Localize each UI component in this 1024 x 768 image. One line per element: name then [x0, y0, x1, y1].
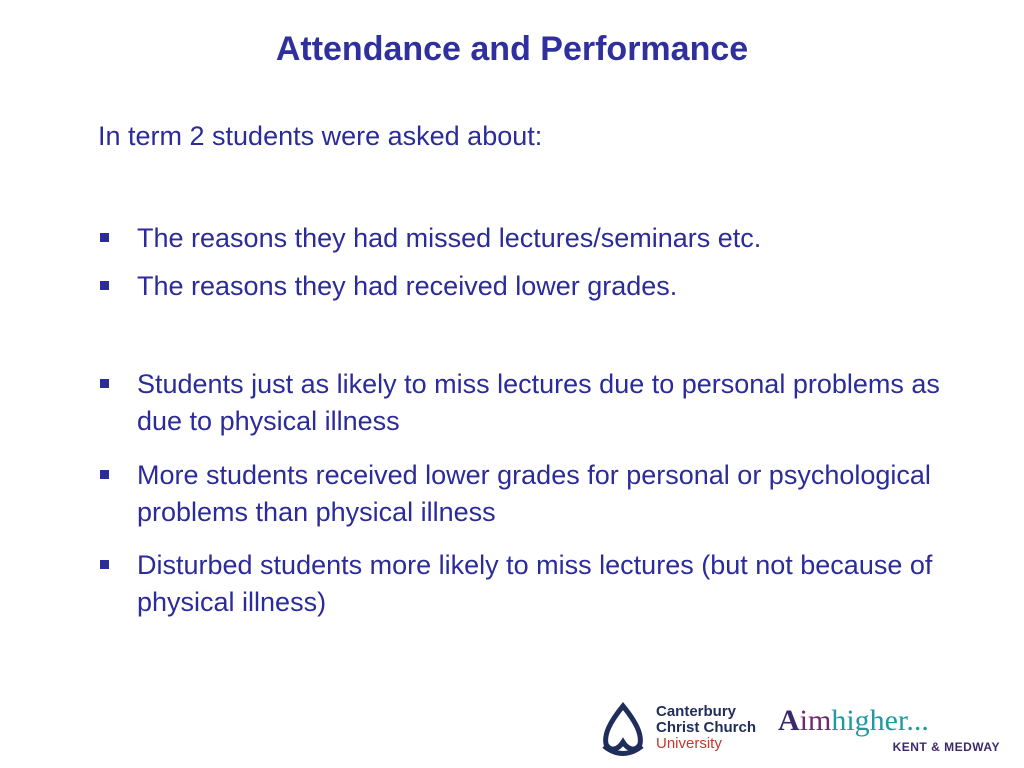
ccu-logo — [596, 700, 766, 758]
square-bullet-icon — [100, 233, 109, 242]
slide-title: Attendance and Performance — [275, 30, 749, 68]
ccu-name-line3: University — [656, 735, 722, 752]
bullet-text: The reasons they had received lower grades. — [137, 271, 678, 301]
aimhigher-higher: higher... — [831, 704, 929, 737]
ccu-emblem-icon — [596, 702, 650, 756]
bullet-text: The reasons they had missed lectures/seminars etc. — [137, 223, 762, 253]
bullet-item — [98, 268, 978, 305]
ccu-name-line2: Christ Church — [656, 719, 757, 736]
bullet-item — [98, 220, 978, 257]
aimhigher-im: im — [799, 704, 832, 737]
bullet-item — [98, 457, 978, 531]
bullet-text: Students just as likely to miss lectures due to personal problems as due to physical illness — [137, 369, 940, 436]
square-bullet-icon — [100, 281, 109, 290]
bullet-text: More students received lower grades for personal or psychological problems than physical illness — [137, 460, 931, 527]
bullet-text: Disturbed students more likely to miss lectures (but not because of physical illness) — [137, 550, 933, 617]
square-bullet-icon — [100, 470, 109, 479]
bullet-item — [98, 547, 978, 621]
square-bullet-icon — [100, 560, 109, 569]
ccu-name-line1: Canterbury — [656, 703, 737, 720]
aimhigher-logo — [776, 704, 1006, 756]
square-bullet-icon — [100, 379, 109, 388]
aimhigher-subtitle: KENT & MEDWAY — [892, 740, 1000, 754]
aimhigher-a: A — [778, 704, 800, 737]
bullet-item — [98, 366, 978, 440]
intro-text: In term 2 students were asked about: — [98, 121, 543, 151]
